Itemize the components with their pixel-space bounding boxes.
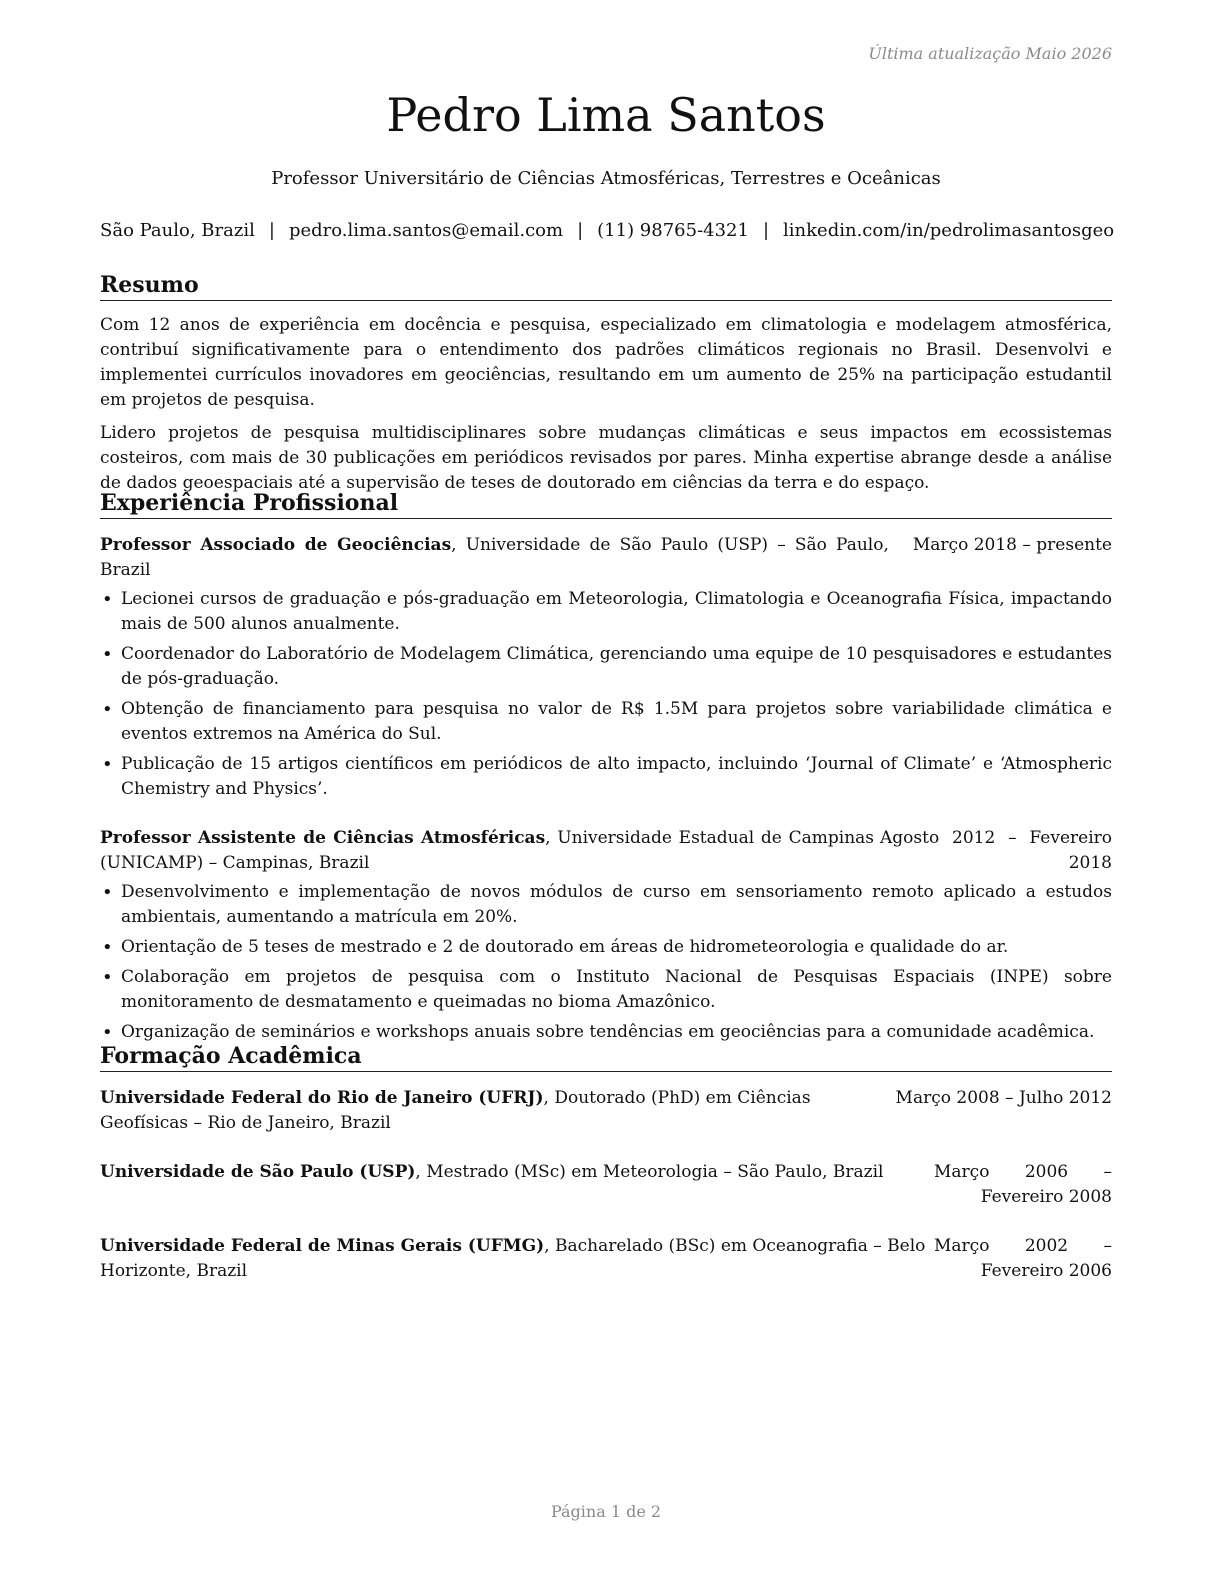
education-entry bbox=[100, 1086, 1112, 1136]
contact-separator: | bbox=[268, 220, 275, 241]
education-section bbox=[100, 1043, 1112, 1284]
job-header bbox=[100, 826, 1112, 876]
job-bullets bbox=[100, 880, 1112, 1045]
education-dates: Março 2006 – Fevereiro 2008 bbox=[934, 1162, 1112, 1208]
candidate-subtitle: Professor Universitário de Ciências Atmosféricas, Terrestres e Oceânicas bbox=[271, 168, 941, 189]
job-bullet: • Obtenção de financiamento para pesquisa no valor de R$ 1.5M para projetos sobre variabilidade climática e eventos extremos na América do Sul. bbox=[100, 697, 1112, 747]
education-title: Formação Acadêmica bbox=[100, 1043, 1112, 1072]
contact-linkedin[interactable]: linkedin.com/in/pedrolimasantosgeo bbox=[783, 220, 1115, 241]
education-header bbox=[100, 1234, 1112, 1284]
contact-email[interactable]: pedro.lima.santos@email.com bbox=[288, 220, 564, 241]
job-bullet: • Organização de seminários e workshops anuais sobre tendências em geociências para a comunidade acadêmica. bbox=[100, 1020, 1112, 1045]
job-bullet: • Coordenador do Laboratório de Modelagem Climática, gerenciando uma equipe de 10 pesquisadores e estudantes de pós-graduação. bbox=[100, 642, 1112, 692]
summary-paragraph: Lidero projetos de pesquisa multidisciplinares sobre mudanças climáticas e seus impactos em ecossistemas costeiros, com mais de 30 publicações em periódicos revisados por pares. Minha expertise abrange desde a análise de dados geoespaciais até a supervisão de teses de doutorado em ciências da terra e do espaço. bbox=[100, 423, 1112, 494]
education-line bbox=[100, 1160, 928, 1210]
job-organization: , Universidade de São Paulo (USP) – São Paulo, Brazil bbox=[100, 535, 889, 581]
job-entry bbox=[100, 533, 1112, 802]
education-detail: , Mestrado (MSc) em Meteorologia – São Paulo, Brazil bbox=[415, 1162, 884, 1183]
education-header bbox=[100, 1160, 1112, 1210]
job-dates: Março 2018 – presente bbox=[912, 535, 1112, 556]
education-header bbox=[100, 1086, 1112, 1136]
job-header bbox=[100, 533, 1112, 583]
education-dates: Março 2002 – Fevereiro 2006 bbox=[934, 1236, 1112, 1282]
contact-location: São Paulo, Brazil bbox=[100, 220, 255, 241]
education-entry bbox=[100, 1160, 1112, 1210]
job-bullet: • Orientação de 5 teses de mestrado e 2 de doutorado em áreas de hidrometeorologia e qualidade do ar. bbox=[100, 935, 1112, 960]
education-institution: Universidade Federal do Rio de Janeiro (UFRJ) bbox=[100, 1088, 544, 1109]
job-bullets bbox=[100, 587, 1112, 802]
experience-title: Experiência Profissional bbox=[100, 490, 1112, 519]
page-number: Página 1 de 2 bbox=[550, 1502, 662, 1521]
education-detail: , Bacharelado (BSc) em Oceanografia – Belo Horizonte, Brazil bbox=[100, 1236, 926, 1282]
job-role: Professor Assistente de Ciências Atmosféricas bbox=[100, 828, 546, 849]
job-title-line bbox=[100, 826, 874, 876]
education-institution: Universidade Federal de Minas Gerais (UFMG) bbox=[100, 1236, 545, 1257]
contact-separator: | bbox=[762, 220, 770, 241]
job-organization: , Universidade Estadual de Campinas (UNICAMP) – Campinas, Brazil bbox=[100, 828, 874, 874]
job-bullet: • Colaboração em projetos de pesquisa com o Instituto Nacional de Pesquisas Espaciais (INPE) sobre monitoramento de desmatamento e queimadas no bioma Amazônico. bbox=[100, 965, 1112, 1015]
experience-section bbox=[100, 490, 1112, 1050]
education-entry bbox=[100, 1234, 1112, 1284]
education-line bbox=[100, 1234, 928, 1284]
job-title-line bbox=[100, 533, 889, 583]
education-dates: Março 2008 – Julho 2012 bbox=[895, 1088, 1112, 1109]
summary-paragraph: Com 12 anos de experiência em docência e pesquisa, especializado em climatologia e modelagem atmosférica, contribuí significativamente para o entendimento dos padrões climáticos regionais no Brasil. Desenvolvi e implementei currículos inovadores em geociências, resultando em um aumento de 25% na participação estudantil em projetos de pesquisa. bbox=[100, 315, 1112, 411]
summary-title: Resumo bbox=[100, 272, 1112, 301]
last-updated: Última atualização Maio 2026 bbox=[868, 44, 1112, 63]
job-role: Professor Associado de Geociências bbox=[100, 535, 452, 556]
education-detail: , Doutorado (PhD) em Ciências Geofísicas – Rio de Janeiro, Brazil bbox=[100, 1088, 811, 1134]
education-institution: Universidade de São Paulo (USP) bbox=[100, 1162, 416, 1183]
contact-phone[interactable]: (11) 98765-4321 bbox=[597, 220, 749, 241]
education-line bbox=[100, 1086, 880, 1136]
job-dates: Agosto 2012 – Fevereiro 2018 bbox=[880, 828, 1112, 874]
job-bullet: • Publicação de 15 artigos científicos em periódicos de alto impacto, incluindo ‘Journal of Climate’ e ‘Atmospheric Chemistry and Physics’. bbox=[100, 752, 1112, 802]
contact-separator: | bbox=[577, 220, 584, 241]
job-entry bbox=[100, 826, 1112, 1045]
job-bullet: • Lecionei cursos de graduação e pós-graduação em Meteorologia, Climatologia e Oceanografia Física, impactando mais de 500 alunos anualmente. bbox=[100, 587, 1112, 637]
job-bullet: • Desenvolvimento e implementação de novos módulos de curso em sensoriamento remoto aplicado a estudos ambientais, aumentando a matrícula em 20%. bbox=[100, 880, 1112, 930]
resume-page bbox=[100, 0, 1115, 1584]
summary-section bbox=[100, 272, 1112, 496]
candidate-name: Pedro Lima Santos bbox=[386, 88, 826, 142]
contact-line bbox=[100, 220, 1115, 241]
